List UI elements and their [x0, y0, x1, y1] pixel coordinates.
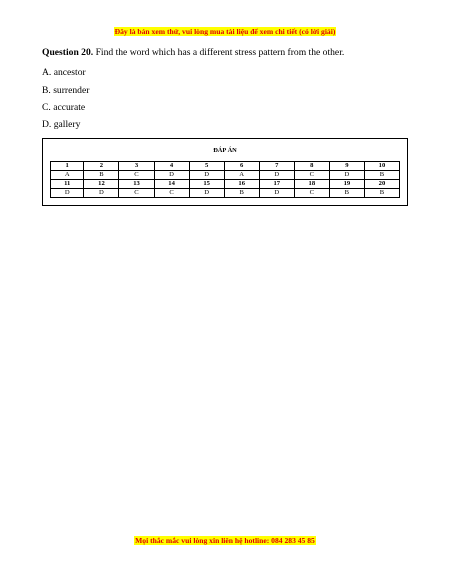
question-text: Find the word which has a different stress pattern from the other. — [95, 47, 345, 58]
question-number-cell: 1 — [51, 162, 84, 171]
bottom-hotline-text: Mọi thắc mắc vui lòng xin liên hệ hotline: 084 283 45 85 — [135, 536, 315, 545]
answer-key-box — [42, 138, 408, 206]
top-notice-banner — [0, 27, 450, 36]
answer-letter-cell: D — [259, 171, 294, 180]
answer-letter-cell: B — [329, 189, 364, 198]
answer-letter-cell: B — [364, 189, 399, 198]
answer-number-row — [51, 162, 400, 171]
answer-key-title: ĐÁP ÁN — [213, 147, 237, 154]
answer-letter-cell: C — [294, 189, 329, 198]
question-number-cell: 14 — [154, 180, 189, 189]
answer-letter-cell: D — [259, 189, 294, 198]
answer-letter-cell: C — [119, 189, 154, 198]
answer-key-table — [50, 161, 400, 198]
option-b: B. surrender — [42, 85, 90, 96]
question-number-cell: 7 — [259, 162, 294, 171]
answer-letter-cell: D — [329, 171, 364, 180]
answer-letter-cell: B — [84, 171, 119, 180]
answer-letter-cell: D — [154, 171, 189, 180]
answer-letter-cell: D — [189, 171, 224, 180]
question-number-cell: 11 — [51, 180, 84, 189]
option-a: A. ancestor — [42, 67, 86, 78]
question-number-cell: 19 — [329, 180, 364, 189]
answer-letter-cell: A — [224, 171, 259, 180]
answer-letter-cell: D — [51, 189, 84, 198]
question-number-cell: 13 — [119, 180, 154, 189]
question-number-cell: 12 — [84, 180, 119, 189]
question-number-cell: 15 — [189, 180, 224, 189]
answer-letter-row — [51, 189, 400, 198]
answer-number-row — [51, 180, 400, 189]
question-number-cell: 9 — [329, 162, 364, 171]
answer-letter-cell: B — [224, 189, 259, 198]
question-number-cell: 8 — [294, 162, 329, 171]
option-c: C. accurate — [42, 102, 86, 113]
question-number-cell: 4 — [154, 162, 189, 171]
answer-letter-cell: D — [189, 189, 224, 198]
answer-letter-row — [51, 171, 400, 180]
top-notice-text: Đây là bản xem thử, vui lòng mua tài liệu để xem chi tiết (có lời giải) — [114, 27, 336, 36]
answer-letter-cell: C — [154, 189, 189, 198]
question-number-cell: 18 — [294, 180, 329, 189]
answer-letter-cell: C — [294, 171, 329, 180]
question-number-cell: 16 — [224, 180, 259, 189]
answer-letter-cell: A — [51, 171, 84, 180]
option-d: D. gallery — [42, 119, 81, 130]
question-number-cell: 20 — [364, 180, 399, 189]
question-number-cell: 6 — [224, 162, 259, 171]
answer-letter-cell: B — [364, 171, 399, 180]
question-number-cell: 2 — [84, 162, 119, 171]
question-number-cell: 10 — [364, 162, 399, 171]
answer-letter-cell: C — [119, 171, 154, 180]
question-number-cell: 5 — [189, 162, 224, 171]
question-20 — [42, 47, 422, 59]
question-number: Question 20. — [42, 47, 94, 58]
question-number-cell: 3 — [119, 162, 154, 171]
question-number-cell: 17 — [259, 180, 294, 189]
bottom-hotline-banner — [0, 536, 450, 545]
answer-letter-cell: D — [84, 189, 119, 198]
